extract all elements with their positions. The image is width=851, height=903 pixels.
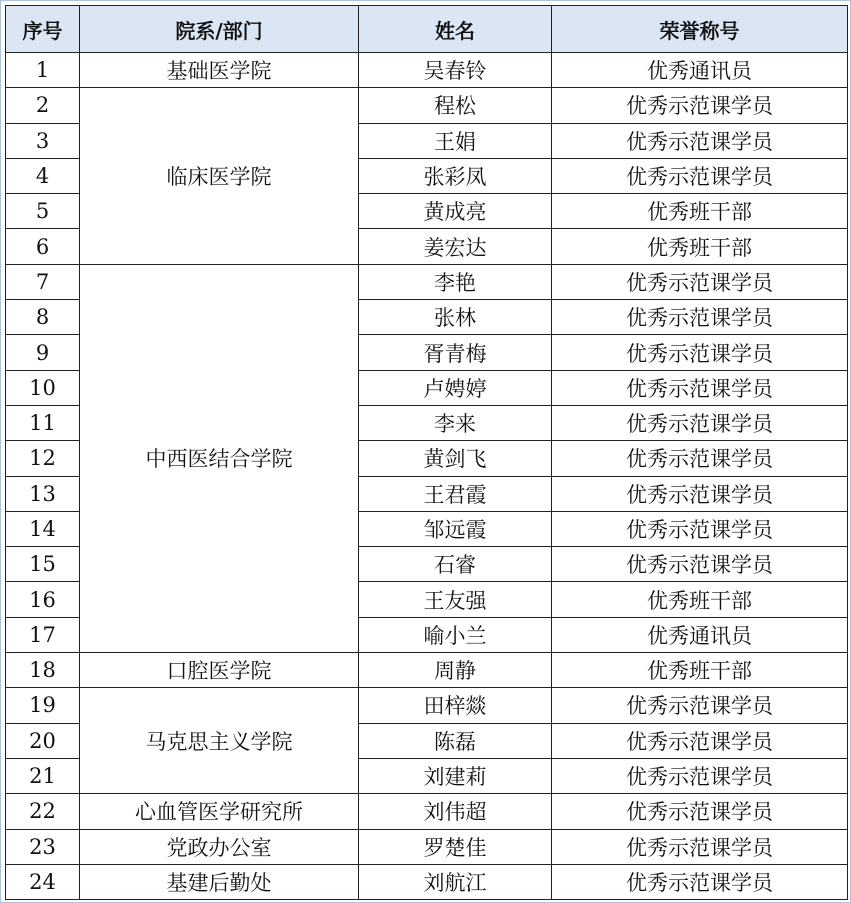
honor-cell: 优秀示范课学员 bbox=[552, 864, 848, 899]
honor-cell: 优秀示范课学员 bbox=[552, 405, 848, 440]
index-cell: 7 bbox=[6, 264, 80, 299]
honor-cell: 优秀班干部 bbox=[552, 582, 848, 617]
index-cell: 22 bbox=[6, 794, 80, 829]
honor-cell: 优秀示范课学员 bbox=[552, 723, 848, 758]
index-cell: 1 bbox=[6, 53, 80, 88]
name-cell: 卢娉婷 bbox=[359, 370, 552, 405]
honor-cell: 优秀示范课学员 bbox=[552, 88, 848, 123]
name-cell: 刘伟超 bbox=[359, 794, 552, 829]
index-cell: 21 bbox=[6, 758, 80, 793]
name-cell: 陈磊 bbox=[359, 723, 552, 758]
name-cell: 黄剑飞 bbox=[359, 441, 552, 476]
honor-cell: 优秀示范课学员 bbox=[552, 476, 848, 511]
table-row bbox=[6, 653, 848, 688]
index-cell: 19 bbox=[6, 688, 80, 723]
name-cell: 田梓燚 bbox=[359, 688, 552, 723]
honor-cell: 优秀班干部 bbox=[552, 229, 848, 264]
header-row bbox=[6, 6, 848, 53]
table-row bbox=[6, 264, 848, 299]
department-cell: 基建后勤处 bbox=[80, 864, 359, 899]
index-cell: 9 bbox=[6, 335, 80, 370]
header-cell-department: 院系/部门 bbox=[80, 6, 359, 53]
index-cell: 3 bbox=[6, 123, 80, 158]
index-cell: 15 bbox=[6, 547, 80, 582]
honor-cell: 优秀示范课学员 bbox=[552, 264, 848, 299]
name-cell: 石睿 bbox=[359, 547, 552, 582]
honor-cell: 优秀示范课学员 bbox=[552, 758, 848, 793]
honor-cell: 优秀班干部 bbox=[552, 194, 848, 229]
department-cell: 口腔医学院 bbox=[80, 653, 359, 688]
name-cell: 喻小兰 bbox=[359, 617, 552, 652]
index-cell: 18 bbox=[6, 653, 80, 688]
name-cell: 李来 bbox=[359, 405, 552, 440]
honor-cell: 优秀示范课学员 bbox=[552, 370, 848, 405]
index-cell: 12 bbox=[6, 441, 80, 476]
honor-cell: 优秀示范课学员 bbox=[552, 123, 848, 158]
honor-cell: 优秀示范课学员 bbox=[552, 335, 848, 370]
index-cell: 10 bbox=[6, 370, 80, 405]
header-cell-index: 序号 bbox=[6, 6, 80, 53]
honor-cell: 优秀通讯员 bbox=[552, 53, 848, 88]
honor-cell: 优秀示范课学员 bbox=[552, 158, 848, 193]
name-cell: 吴春铃 bbox=[359, 53, 552, 88]
honor-cell: 优秀通讯员 bbox=[552, 617, 848, 652]
honor-cell: 优秀班干部 bbox=[552, 653, 848, 688]
name-cell: 姜宏达 bbox=[359, 229, 552, 264]
name-cell: 周静 bbox=[359, 653, 552, 688]
index-cell: 20 bbox=[6, 723, 80, 758]
table-row bbox=[6, 864, 848, 899]
index-cell: 24 bbox=[6, 864, 80, 899]
index-cell: 5 bbox=[6, 194, 80, 229]
table-row bbox=[6, 794, 848, 829]
honor-cell: 优秀示范课学员 bbox=[552, 829, 848, 864]
department-cell: 临床医学院 bbox=[80, 88, 359, 264]
index-cell: 17 bbox=[6, 617, 80, 652]
name-cell: 李艳 bbox=[359, 264, 552, 299]
honor-cell: 优秀示范课学员 bbox=[552, 547, 848, 582]
honor-cell: 优秀示范课学员 bbox=[552, 511, 848, 546]
honor-cell: 优秀示范课学员 bbox=[552, 688, 848, 723]
name-cell: 刘建莉 bbox=[359, 758, 552, 793]
name-cell: 张林 bbox=[359, 300, 552, 335]
index-cell: 13 bbox=[6, 476, 80, 511]
honor-cell: 优秀示范课学员 bbox=[552, 300, 848, 335]
header-cell-name: 姓名 bbox=[359, 6, 552, 53]
name-cell: 胥青梅 bbox=[359, 335, 552, 370]
name-cell: 程松 bbox=[359, 88, 552, 123]
name-cell: 刘航江 bbox=[359, 864, 552, 899]
index-cell: 4 bbox=[6, 158, 80, 193]
honor-table bbox=[5, 5, 848, 900]
department-cell: 基础医学院 bbox=[80, 53, 359, 88]
department-cell: 中西医结合学院 bbox=[80, 264, 359, 652]
name-cell: 黄成亮 bbox=[359, 194, 552, 229]
table-body bbox=[6, 53, 848, 900]
name-cell: 王友强 bbox=[359, 582, 552, 617]
header-cell-honor: 荣誉称号 bbox=[552, 6, 848, 53]
table-row bbox=[6, 829, 848, 864]
name-cell: 王娟 bbox=[359, 123, 552, 158]
index-cell: 16 bbox=[6, 582, 80, 617]
honor-cell: 优秀示范课学员 bbox=[552, 441, 848, 476]
department-cell: 马克思主义学院 bbox=[80, 688, 359, 794]
name-cell: 罗楚佳 bbox=[359, 829, 552, 864]
honor-cell: 优秀示范课学员 bbox=[552, 794, 848, 829]
name-cell: 邹远霞 bbox=[359, 511, 552, 546]
table-header bbox=[6, 6, 848, 53]
index-cell: 14 bbox=[6, 511, 80, 546]
table-row bbox=[6, 688, 848, 723]
table-row bbox=[6, 88, 848, 123]
index-cell: 11 bbox=[6, 405, 80, 440]
index-cell: 8 bbox=[6, 300, 80, 335]
index-cell: 6 bbox=[6, 229, 80, 264]
name-cell: 张彩凤 bbox=[359, 158, 552, 193]
table-row bbox=[6, 53, 848, 88]
index-cell: 2 bbox=[6, 88, 80, 123]
index-cell: 23 bbox=[6, 829, 80, 864]
department-cell: 心血管医学研究所 bbox=[80, 794, 359, 829]
department-cell: 党政办公室 bbox=[80, 829, 359, 864]
name-cell: 王君霞 bbox=[359, 476, 552, 511]
